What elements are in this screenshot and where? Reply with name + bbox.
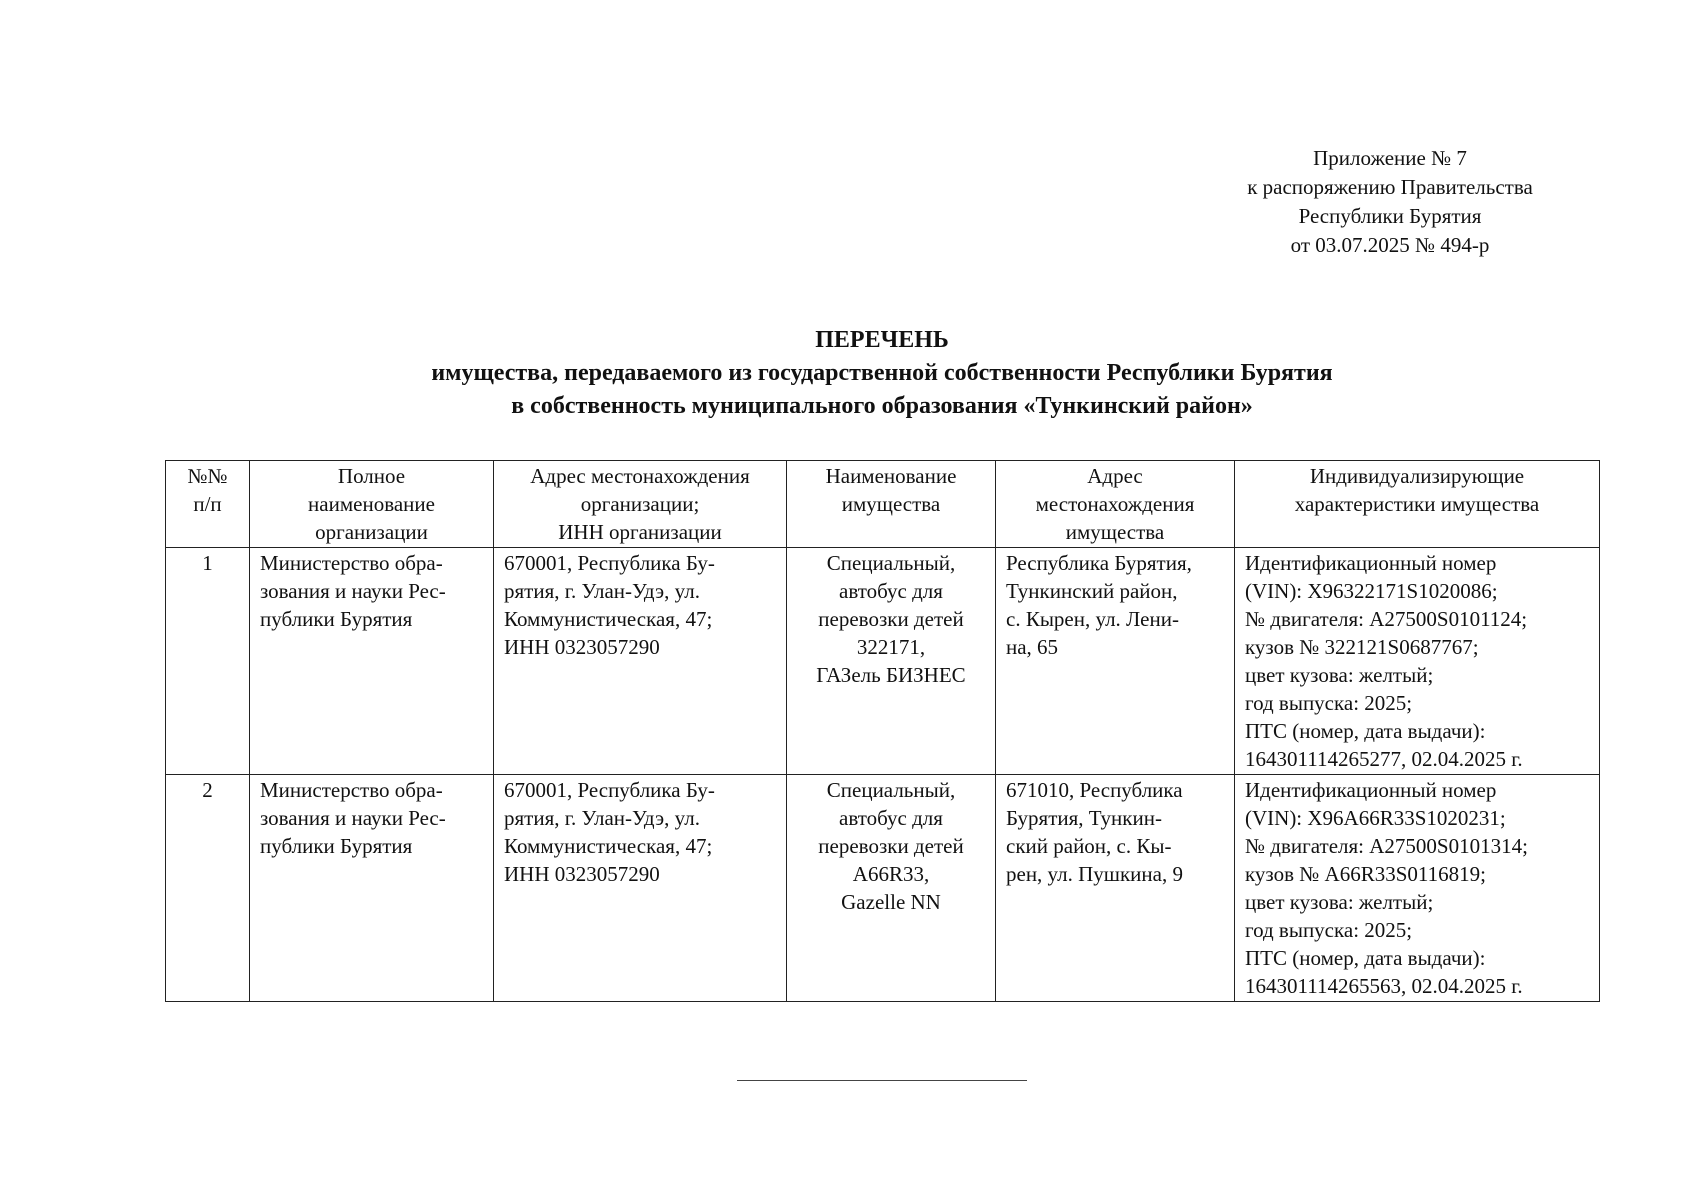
table-row [166,775,1600,1002]
property-name: Специальный, автобус для перевозки детей 322171, ГАЗель БИЗНЕС [787,548,996,775]
appendix-number: Приложение № 7 [1313,146,1467,170]
header-organization-address: Адрес местонахождения организации; ИНН организации [494,461,787,548]
header-property-name: Наименование имущества [787,461,996,548]
property-table [165,460,1600,1002]
header-organization: Полное наименование организации [250,461,494,548]
property-name: Специальный, автобус для перевозки детей A66R33, Gazelle NN [787,775,996,1002]
footer-divider [737,1080,1027,1081]
row-number: 2 [166,775,250,1002]
table-header-row [166,461,1600,548]
appendix-note [1180,144,1600,260]
header-number: №№ п/п [166,461,250,548]
table-row [166,548,1600,775]
appendix-date: от 03.07.2025 № 494-р [1290,233,1490,257]
property-address: Республика Бурятия, Тункинский район, с. Кырен, ул. Лени- на, 65 [996,548,1235,775]
property-address: 671010, Республика Бурятия, Тункин- ский район, с. Кы- рен, ул. Пушкина, 9 [996,775,1235,1002]
property-characteristics: Идентификационный номер (VIN): X96A66R33S1020231; № двигателя: A27500S0101314; кузов № A66R33S0116819; цвет кузова: желтый; год выпуска: 2025; ПТС (номер, дата выдачи): 164301114265563, 02.04.2025 г. [1235,775,1600,1002]
row-number: 1 [166,548,250,775]
header-characteristics: Индивидуализирующие характеристики имущества [1235,461,1600,548]
title-line-3: в собственность муниципального образования «Тункинский район» [511,393,1253,419]
title-line-2: имущества, передаваемого из государственной собственности Республики Бурятия [431,360,1333,386]
appendix-reference: к распоряжению Правительства [1247,175,1533,199]
property-characteristics: Идентификационный номер (VIN): X96322171S1020086; № двигателя: A27500S0101124; кузов № 322121S0687767; цвет кузова: желтый; год выпуска: 2025; ПТС (номер, дата выдачи): 164301114265277, 02.04.2025 г. [1235,548,1600,775]
title-heading: ПЕРЕЧЕНЬ [815,327,949,353]
appendix-republic: Республики Бурятия [1298,204,1482,228]
organization-name: Министерство обра- зования и науки Рес- публики Бурятия [250,548,494,775]
header-property-address: Адрес местонахождения имущества [996,461,1235,548]
organization-address: 670001, Республика Бу- рятия, г. Улан-Удэ, ул. Коммунистическая, 47; ИНН 0323057290 [494,775,787,1002]
organization-address: 670001, Республика Бу- рятия, г. Улан-Удэ, ул. Коммунистическая, 47; ИНН 0323057290 [494,548,787,775]
document-title [170,324,1594,423]
organization-name: Министерство обра- зования и науки Рес- публики Бурятия [250,775,494,1002]
